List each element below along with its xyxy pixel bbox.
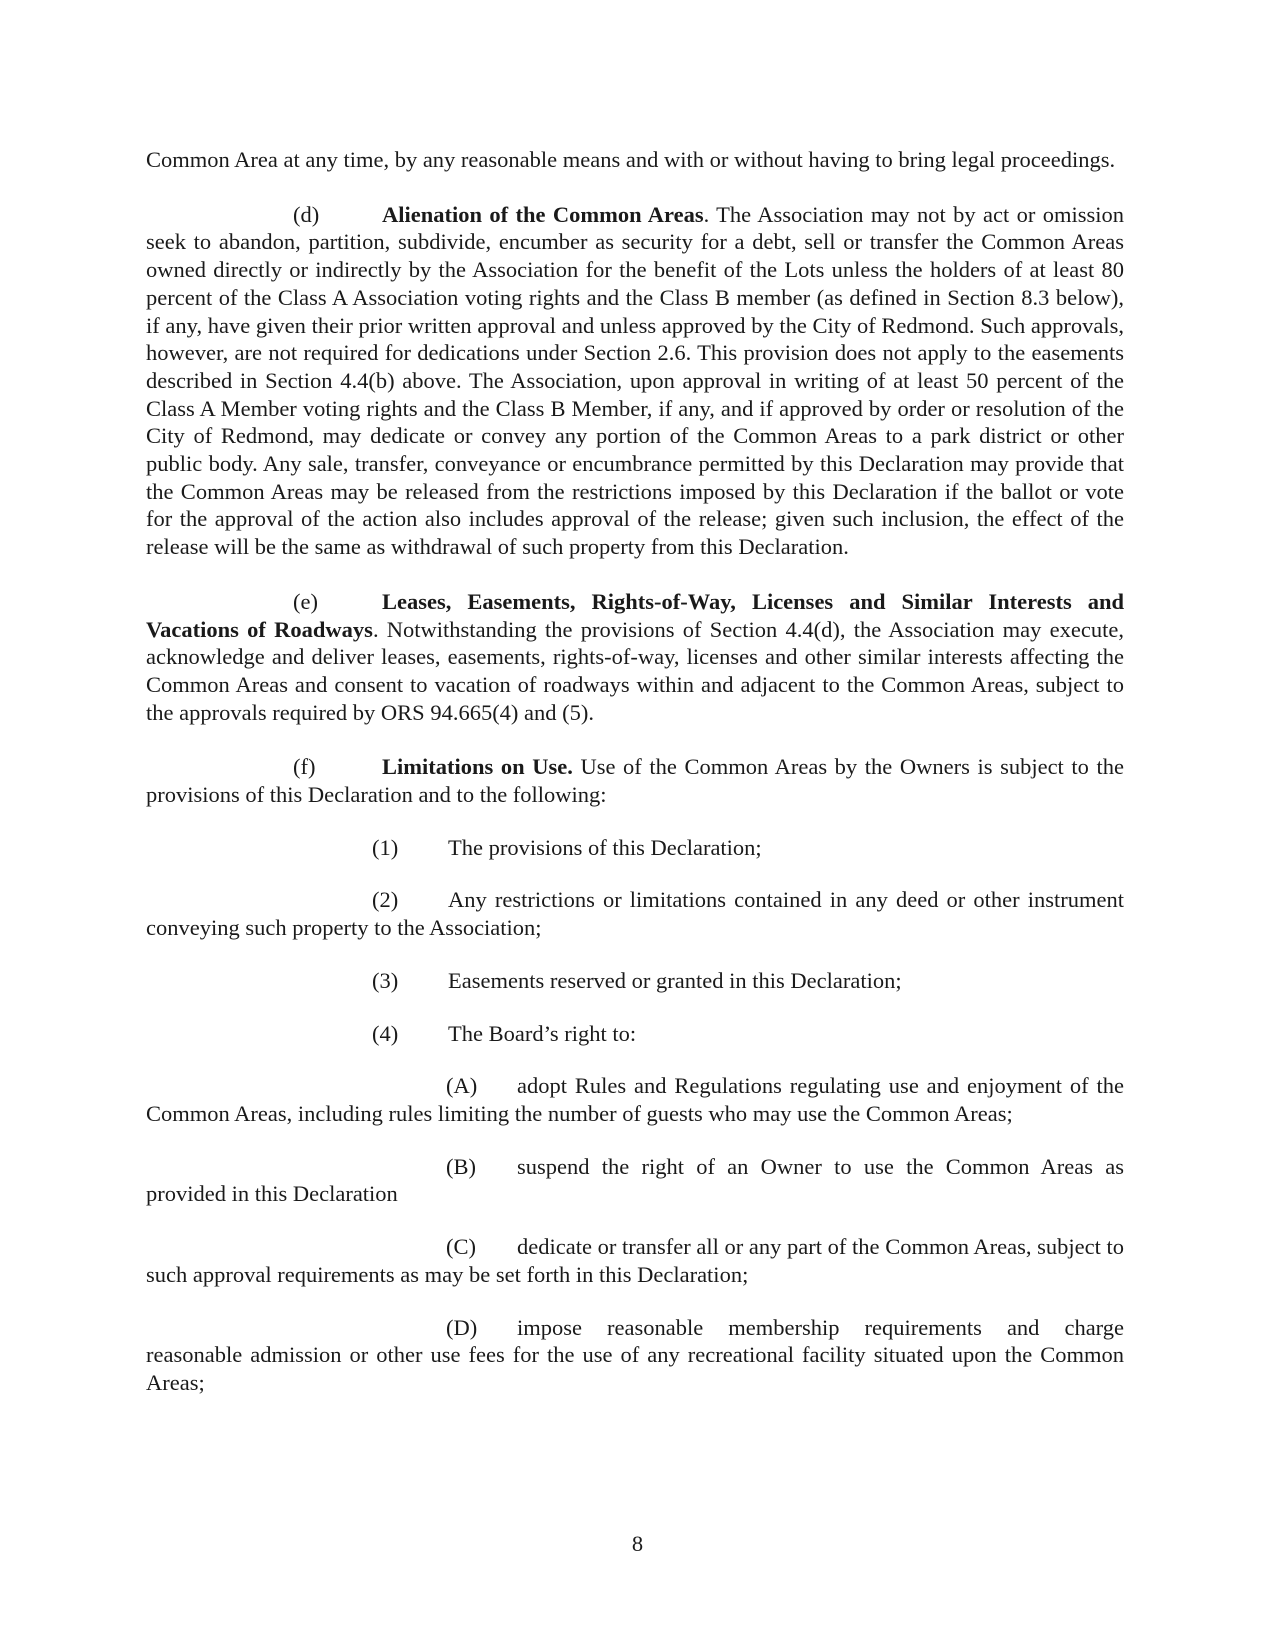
item-B (146, 1153, 1124, 1208)
paragraph-continuation: Common Area at any time, by any reasonable means and with or without having to bring legal proceedings. (146, 147, 1116, 172)
item-C (146, 1233, 1124, 1288)
item-A-text: adopt Rules and Regulations regulating use and enjoyment of the Common Areas, including rules limiting the number of guests who may use the Common Areas; (146, 1073, 1124, 1126)
page-number: 8 (631, 1531, 644, 1556)
paragraph-e-text: . Notwithstanding the provisions of Section 4.4(d), the Association may execute, acknowledge and deliver leases, easements, rights-of-way, licenses and other similar interests affecting the Common Areas and consent to vacation of roadways within and adjacent to the Common Areas, subject to the approvals required by ORS 94.665(4) and (5). (146, 616, 1124, 725)
item-D (146, 1314, 1124, 1397)
item-3-text: Easements reserved or granted in this Declaration; (448, 967, 902, 993)
paragraph-d-text: . The Association may not by act or omission seek to abandon, partition, subdivide, encumber as security for a debt, sell or transfer the Common Areas owned directly or indirectly by the Association for the benefit of the Lots unless the holders of at least 80 percent of the Class A Association voting rights and the Class B member (as defined in Section 8.3 below), if any, have given their prior written approval and unless approved by the City of Redmond. Such approvals, however, are not required for dedications under Section 2.6. This provision does not apply to the easements described in Section 4.4(b) above. The Association, upon approval in writing of at least 50 percent of the Class A Member voting rights and the Class B Member, if any, and if approved by order or resolution of the City of Redmond, may dedicate or convey any portion of the Common Areas to a park district or other public body. Any sale, transfer, conveyance or encumbrance permitted by this Declaration may provide that the Common Areas may be released from the restrictions imposed by this Declaration if the ballot or vote for the approval of the action also includes approval of the release; given such inclusion, the effect of the release will be the same as withdrawal of such property from this Declaration. (146, 201, 1124, 560)
paragraph-d-label: (d) (293, 201, 320, 227)
item-A (146, 1072, 1124, 1127)
document-page (146, 146, 1124, 1397)
paragraph-d (146, 201, 1124, 561)
paragraph-f-label: (f) (293, 754, 316, 780)
paragraph-f-text: Use of the Common Areas by the Owners is subject to the provisions of this Declaration and to the following: (146, 754, 1125, 808)
paragraph-e-heading: Leases, Easements, Rights-of-Way, Licenses and Similar Interests and Vacations of Roadways (146, 588, 1124, 642)
item-4-text: The Board’s right to: (448, 1020, 637, 1046)
item-2-text: Any restrictions or limitations contained in any deed or other instrument conveying such property to the Association; (146, 887, 1124, 941)
item-C-label: (C) (446, 1234, 476, 1260)
paragraph-e-label: (e) (293, 588, 318, 614)
item-B-text: suspend the right of an Owner to use the Common Areas as provided in this Declaration (146, 1153, 1124, 1207)
item-1-text: The provisions of this Declaration; (448, 834, 762, 860)
item-3-label: (3) (372, 967, 399, 993)
item-C-text: dedicate or transfer all or any part of the Common Areas, subject to such approval requirements as may be set forth in this Declaration; (146, 1234, 1124, 1287)
item-3 (146, 967, 1124, 995)
item-D-text: impose reasonable membership requirements and charge reasonable admission or other use fees for the use of any recreational facility situated upon the Common Areas; (146, 1314, 1124, 1395)
paragraph-d-heading: Alienation of the Common Areas (382, 201, 704, 227)
item-A-label: (A) (446, 1073, 478, 1099)
paragraph-e (146, 588, 1124, 727)
paragraph-f-heading: Limitations on Use. (382, 754, 573, 780)
item-B-label: (B) (446, 1153, 476, 1179)
item-1-label: (1) (372, 834, 399, 860)
item-D-label: (D) (446, 1314, 478, 1340)
item-2-label: (2) (372, 887, 399, 913)
paragraph-f (146, 753, 1124, 808)
item-2 (146, 886, 1124, 941)
item-1 (146, 834, 1124, 862)
item-4-label: (4) (372, 1020, 399, 1046)
item-4 (146, 1020, 1124, 1048)
